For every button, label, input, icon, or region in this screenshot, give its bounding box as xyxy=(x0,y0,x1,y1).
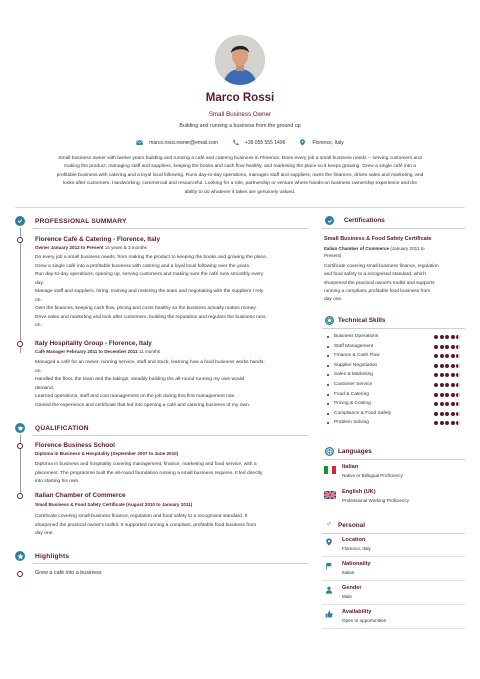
rating-dot xyxy=(440,364,444,368)
rating-dot xyxy=(434,335,438,339)
job-period: February 2011 to December 2011 xyxy=(66,349,138,354)
personal-label: Nationality xyxy=(342,561,371,567)
skill-name: Pricing & Costing xyxy=(334,401,371,407)
rating-dot xyxy=(434,412,438,416)
cert-line: running a compliant, profitable food business from xyxy=(324,288,431,294)
education-description xyxy=(35,461,310,487)
section-rule xyxy=(33,435,308,436)
job-line: on. xyxy=(35,368,42,374)
rating-dot xyxy=(456,412,460,416)
job-line: Drive sales and marketing and look after customers, building the reputation and regulars the business runs xyxy=(35,314,266,320)
skill-rating xyxy=(434,345,460,349)
section-rule xyxy=(322,328,465,329)
job-line: Managed a café for an owner, running service, staff and stock, learning how a food business works hands- xyxy=(35,360,265,365)
rating-dot xyxy=(434,354,438,358)
job-line: Do every job a small business needs, from making the product to keeping the books and growing the place. xyxy=(35,255,268,260)
job-title: Small Business Owner xyxy=(208,111,272,118)
job-line: Grew a single café into a profitable business with catering and a loyal local following over the years. xyxy=(35,263,251,269)
rating-dot xyxy=(445,354,449,358)
skill-item xyxy=(334,420,369,425)
job-role: Owner xyxy=(35,245,50,250)
rating-dot xyxy=(440,412,444,416)
phone-contact[interactable] xyxy=(232,139,285,146)
location-text: Florence, Italy xyxy=(312,139,344,146)
personal-section-title: Personal xyxy=(338,522,365,529)
language-name: Italian xyxy=(342,464,359,470)
rating-dot xyxy=(445,412,449,416)
summary-line: making the product, managing staff and suppliers, keeping the books and cash flow healthy, and marketing the place so it keeps growing. Grew a single café into a xyxy=(64,164,416,170)
thumbs-up-icon xyxy=(325,610,333,618)
highlights-section-title: Highlights xyxy=(35,553,70,560)
personal-separator xyxy=(322,556,465,557)
person-icon xyxy=(325,586,333,594)
summary-line: profitable business with catering and a loyal local following. Runs day-to-day operations, manages staff and suppliers, owns the finances, drives sales and marketing, and xyxy=(56,172,424,178)
timeline-dot xyxy=(17,341,23,347)
school-name: Florence Business School xyxy=(35,442,115,449)
rating-dot xyxy=(451,412,455,416)
rating-dot xyxy=(434,383,438,387)
rating-dot xyxy=(440,345,444,349)
timeline-dot xyxy=(17,237,23,243)
skill-name: Staff Management xyxy=(334,343,374,349)
rating-dot xyxy=(451,373,455,377)
section-rule xyxy=(322,459,465,460)
qualification-section-title: QUALIFICATION xyxy=(35,425,89,432)
edu-line: Certificate covering small-business finance, regulation and food safety to a recognised standard. It xyxy=(35,514,248,519)
skill-name: Supplier Negotiation xyxy=(334,362,378,368)
timeline-dot xyxy=(17,443,23,449)
skill-rating xyxy=(434,412,460,416)
email-contact[interactable] xyxy=(136,139,218,146)
certifications-section-title: Certifications xyxy=(344,217,385,224)
rating-dot xyxy=(445,373,449,377)
languages-section-title: Languages xyxy=(338,448,372,455)
bullet xyxy=(327,374,329,376)
job-period: January 2012 to Present xyxy=(50,245,104,250)
rating-dot xyxy=(434,421,438,425)
job-line: Manage staff and suppliers, hiring, training and rostering the team and negotiating with the suppliers I rely xyxy=(35,289,264,294)
certification-name: Small Business & Food Safety Certificate xyxy=(324,236,432,242)
job-role: Café Manager xyxy=(35,349,66,354)
skill-item xyxy=(334,363,377,368)
bullet xyxy=(327,394,329,396)
summary-line: looks after customers. Hardworking, commercial and resourceful. Looking for a role, partnership or venture where hands-on business ownership experience and the xyxy=(62,181,418,187)
section-rule xyxy=(322,533,465,534)
section-rule xyxy=(322,228,465,229)
skill-name: Business Operations xyxy=(334,334,379,339)
skill-name: Customer Service xyxy=(334,382,373,387)
bullet xyxy=(327,355,329,357)
skill-rating xyxy=(434,393,460,397)
bullet xyxy=(327,365,329,367)
rating-dot xyxy=(456,354,460,358)
skill-name: Compliance & Food Safety xyxy=(334,410,392,416)
personal-label: Gender xyxy=(342,585,362,591)
edu-line: into starting his own. xyxy=(35,479,80,484)
skill-rating xyxy=(434,364,460,368)
job-line: Handled the floor, the team and the takings, steadily building the all-round running my own would xyxy=(35,377,245,382)
experience-timeline xyxy=(20,228,21,353)
personal-separator xyxy=(322,604,465,605)
rating-dot xyxy=(456,335,460,339)
personal-value: Open to opportunities xyxy=(342,618,386,623)
certification-meta xyxy=(324,246,467,260)
highlights-section-icon xyxy=(15,551,25,561)
rating-dot xyxy=(456,402,460,406)
job-duration: 11 months xyxy=(138,349,161,354)
job-duration: 14 years & 3 months xyxy=(104,245,147,250)
job-line: day. xyxy=(35,280,44,286)
experience-section-title: PROFESSIONAL SUMMARY xyxy=(35,218,127,225)
degree-text: Diploma in Business & Hospitality (September 2007 to June 2010) xyxy=(35,451,179,456)
rating-dot xyxy=(451,354,455,358)
skill-item xyxy=(334,392,369,397)
email-icon xyxy=(136,139,143,146)
section-rule xyxy=(33,228,308,229)
job-company: Italy Hospitality Group - Florence, Italy xyxy=(35,340,152,347)
profile-photo xyxy=(215,35,265,85)
rating-dot xyxy=(434,402,438,406)
male-symbol-icon: ♂ xyxy=(326,519,332,528)
rating-dot xyxy=(451,335,455,339)
languages-section-icon xyxy=(325,447,334,456)
skill-item xyxy=(334,411,391,416)
certification-description xyxy=(324,263,467,304)
rating-dot xyxy=(456,383,460,387)
phone-icon xyxy=(232,139,239,146)
language-level: Professional Working Proficiency xyxy=(342,498,410,503)
bullet xyxy=(327,336,329,338)
skill-item xyxy=(334,344,373,349)
education-description xyxy=(35,513,310,539)
skills-section-title: Technical Skills xyxy=(338,317,386,324)
cert-line: sharpened the practical owner's toolkit and supports xyxy=(324,280,435,286)
skill-item xyxy=(334,372,373,377)
rating-dot xyxy=(445,402,449,406)
flag-icon xyxy=(325,562,333,570)
qualification-section-icon xyxy=(15,423,25,433)
rating-dot xyxy=(451,364,455,368)
skills-section-icon xyxy=(325,316,334,325)
section-rule xyxy=(33,563,308,564)
header-divider xyxy=(15,207,465,208)
job-meta xyxy=(35,245,147,250)
timeline-dot xyxy=(17,571,23,577)
timeline-dot xyxy=(17,493,23,499)
rating-dot xyxy=(451,393,455,397)
personal-label: Availability xyxy=(342,609,372,615)
skill-item xyxy=(334,334,378,339)
rating-dot xyxy=(451,383,455,387)
map-pin-icon xyxy=(299,139,306,146)
edu-line: sharpened the practical owner's toolkit. It supported running a compliant, profitable food business from xyxy=(35,522,257,528)
school-name: Italian Chamber of Commerce xyxy=(35,492,126,499)
cert-line: Certificate covering small-business finance, regulation xyxy=(324,264,439,269)
rating-dot xyxy=(440,383,444,387)
skill-name: Food & Catering xyxy=(334,391,369,397)
rating-dot xyxy=(434,373,438,377)
uk-flag-icon xyxy=(324,491,336,499)
rating-dot xyxy=(456,345,460,349)
skill-name: Sales & Marketing xyxy=(334,372,373,378)
certification-period-end: Present) xyxy=(324,252,342,258)
skill-rating xyxy=(434,421,460,425)
job-company: Florence Café & Catering - Florence, Italy xyxy=(35,236,161,243)
degree-text: Small Business & Food Safety Certificate (August 2010 to January 2011) xyxy=(35,502,193,507)
edu-line: placement. The programme built the all-round foundation running a small business requires. It led directly xyxy=(35,470,263,476)
rating-dot xyxy=(456,364,460,368)
personal-label: Location xyxy=(342,537,366,543)
rating-dot xyxy=(440,335,444,339)
tagline: Building and running a business from the ground up xyxy=(179,123,301,129)
bullet xyxy=(327,413,329,415)
rating-dot xyxy=(434,364,438,368)
rating-dot xyxy=(440,393,444,397)
rating-dot xyxy=(434,345,438,349)
rating-dot xyxy=(456,421,460,425)
rating-dot xyxy=(456,393,460,397)
summary-paragraph xyxy=(20,155,460,197)
rating-dot xyxy=(451,421,455,425)
job-line: on. xyxy=(35,297,42,303)
job-line: demand. xyxy=(35,385,55,391)
rating-dot xyxy=(445,345,449,349)
skill-name: Problem Solving xyxy=(334,420,369,426)
skill-name: Finance & Cash Flow xyxy=(334,353,380,359)
email-text: marco.rossi.owner@email.com xyxy=(149,139,218,146)
job-description xyxy=(35,359,310,410)
rating-dot xyxy=(451,345,455,349)
rating-dot xyxy=(445,421,449,425)
cert-line: day one. xyxy=(324,297,343,303)
bullet xyxy=(327,384,329,386)
location-contact xyxy=(299,139,343,146)
personal-separator xyxy=(322,580,465,581)
skill-rating xyxy=(434,354,460,358)
rating-dot xyxy=(451,402,455,406)
skill-item xyxy=(334,353,380,358)
job-line: on. xyxy=(35,323,42,328)
rating-dot xyxy=(440,373,444,377)
edu-line: day one. xyxy=(35,531,54,536)
personal-value: Florence, Italy xyxy=(342,546,371,551)
contact-bar xyxy=(0,139,480,146)
phone-text: +39 055 555 1496 xyxy=(244,139,286,146)
job-line: Run day-to-day operations, opening up, serving customers and making sure the café runs smoothly every xyxy=(35,272,264,277)
summary-line: Small business owner with twelve years building and running a café and catering business in Florence. Does every job a small business needs -- serving customers and xyxy=(58,156,422,161)
rating-dot xyxy=(456,373,460,377)
certifications-section-icon xyxy=(325,216,334,225)
edu-line: Diploma in business and hospitality covering management, finance, marketing and food service, with a xyxy=(35,462,257,467)
job-line: Own the finances, keeping cash flow, pricing and costs healthy so the business actually makes money. xyxy=(35,306,257,311)
language-name: English (UK) xyxy=(342,489,376,495)
skill-rating xyxy=(434,335,460,339)
italy-flag-icon xyxy=(324,466,336,474)
job-meta xyxy=(35,349,160,354)
rating-dot xyxy=(440,421,444,425)
skill-rating xyxy=(434,383,460,387)
bullet xyxy=(327,422,329,424)
certification-issuer: Italian Chamber of Commerce xyxy=(324,246,390,251)
bullet xyxy=(327,403,329,405)
summary-line: ability to do whatever it takes are genuinely valued. xyxy=(184,189,296,195)
rating-dot xyxy=(434,393,438,397)
degree xyxy=(35,451,178,456)
skill-item xyxy=(334,401,371,406)
rating-dot xyxy=(445,364,449,368)
rating-dot xyxy=(440,354,444,358)
personal-separator xyxy=(322,628,465,629)
bullet xyxy=(327,346,329,348)
language-level: Native or Bilingual Proficiency xyxy=(342,473,403,478)
job-description xyxy=(35,254,310,331)
rating-dot xyxy=(440,402,444,406)
person-name: Marco Rossi xyxy=(205,92,275,104)
map-pin-icon xyxy=(325,538,333,546)
skill-item xyxy=(334,382,372,387)
experience-section-icon xyxy=(15,216,25,226)
skill-rating xyxy=(434,373,460,377)
cert-line: and food safety to a recognised standard, which xyxy=(324,272,426,278)
job-line: Learned operations, staff and cost management on the job during this first management role. xyxy=(35,394,236,399)
rating-dot xyxy=(445,393,449,397)
skill-rating xyxy=(434,402,460,406)
degree xyxy=(35,502,192,507)
job-line: Gained the experience and certificate that led into opening a café and catering business of my own. xyxy=(35,402,251,408)
certification-period: (January 2011 to xyxy=(390,246,425,251)
rating-dot xyxy=(445,383,449,387)
personal-value: Italian xyxy=(342,570,355,575)
personal-value: Male xyxy=(342,594,352,599)
rating-dot xyxy=(445,335,449,339)
highlight-item: Grew a café into a business xyxy=(35,570,102,576)
